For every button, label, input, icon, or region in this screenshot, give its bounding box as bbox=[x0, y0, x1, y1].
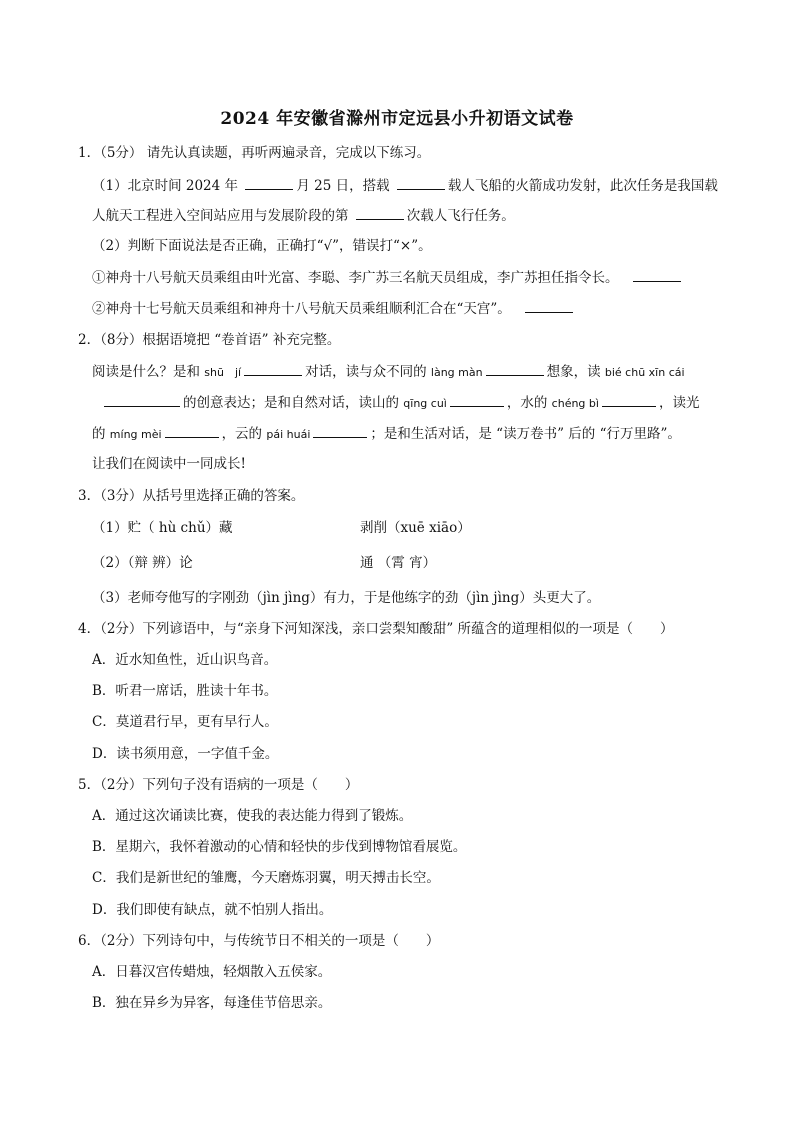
q2-text: ，云的 bbox=[221, 426, 267, 442]
pinyin: bié chū xīn cái bbox=[604, 366, 685, 379]
q5-option-d[interactable]: D．我们即使有缺点，就不怕别人指出。 bbox=[92, 902, 333, 918]
answer-blank[interactable] bbox=[450, 392, 504, 407]
q5-option-b[interactable]: B．星期六，我怀着激动的心情和轻快的步伐到博物馆看展览。 bbox=[92, 839, 467, 855]
q2-line2 bbox=[92, 392, 699, 414]
answer-blank[interactable] bbox=[486, 361, 544, 376]
q6-heading: 6．（2分）下列诗句中，与传统节日不相关的一项是（ ） bbox=[78, 933, 440, 949]
pinyin: pái huái bbox=[266, 428, 311, 441]
q2-text: 的 bbox=[92, 426, 110, 442]
q1-statement-1 bbox=[92, 267, 684, 288]
q1-text: 月 25 日，搭载 bbox=[296, 178, 394, 194]
q1-text: 载人飞船的火箭成功发射，此次任务是我国载 bbox=[447, 178, 718, 194]
q4-option-b[interactable]: B．听君一席话，胜读十年书。 bbox=[92, 683, 278, 699]
q1-text: 次载人飞行任务。 bbox=[406, 208, 515, 224]
q1-heading: 1．（5分） 请先认真读题，再听两遍录音，完成以下练习。 bbox=[78, 145, 431, 161]
answer-blank[interactable] bbox=[244, 361, 302, 376]
q5-heading: 5．（2分）下列句子没有语病的一项是（ ） bbox=[78, 777, 359, 793]
answer-blank[interactable] bbox=[104, 392, 180, 407]
statement-text: ①神舟十八号航天员乘组由叶光富、李聪、李广苏三名航天员组成，李广苏担任指令长。 bbox=[92, 270, 619, 286]
q1-part1-line1 bbox=[92, 175, 718, 196]
q6-option-b[interactable]: B．独在异乡为异客，每逢佳节倍思亲。 bbox=[92, 995, 332, 1011]
q1-text: （1）北京时间 2024 年 bbox=[92, 178, 243, 194]
answer-blank[interactable] bbox=[313, 423, 367, 438]
pinyin: míng mèi bbox=[109, 428, 162, 441]
q2-line3 bbox=[92, 423, 681, 445]
answer-blank[interactable] bbox=[165, 423, 219, 438]
answer-blank[interactable] bbox=[356, 205, 404, 220]
q4-option-a[interactable]: A．近水知鱼性，近山识鸟音。 bbox=[92, 652, 278, 668]
answer-blank[interactable] bbox=[397, 175, 445, 190]
q5-option-c[interactable]: C．我们是新世纪的雏鹰，今天磨炼羽翼，明天搏击长空。 bbox=[92, 870, 440, 886]
page-title: 2024 年安徽省滁州市定远县小升初语文试卷 bbox=[220, 109, 574, 129]
q6-option-a[interactable]: A．日暮汉宫传蜡烛，轻烟散入五侯家。 bbox=[92, 964, 332, 980]
q2-line4: 让我们在阅读中一同成长! bbox=[92, 456, 246, 472]
pinyin: làng màn bbox=[430, 366, 483, 379]
pinyin: shū jí bbox=[204, 366, 242, 379]
q5-option-a[interactable]: A．通过这次诵读比赛，使我的表达能力得到了锻炼。 bbox=[92, 808, 413, 824]
answer-blank[interactable] bbox=[525, 298, 573, 313]
q1-part1-line2 bbox=[92, 205, 515, 226]
q3-row3[interactable]: （3）老师夸他写的字刚劲（jìn jìng）有力，于是他练字的劲（jìn jìng）头更大了。 bbox=[92, 590, 601, 606]
q3-heading: 3．（3分）从括号里选择正确的答案。 bbox=[78, 488, 305, 504]
q3-row2-left[interactable]: （2）（辩 辨）论 bbox=[92, 555, 193, 571]
q2-text: 对话，读与众不同的 bbox=[305, 364, 431, 380]
q2-text: ，水的 bbox=[506, 395, 552, 411]
pinyin: chéng bì bbox=[551, 397, 599, 410]
q2-heading: 2．（8分）根据语境把 “卷首语” 补充完整。 bbox=[78, 332, 341, 348]
q4-heading: 4．（2分）下列谚语中，与“亲身下河知深浅，亲口尝梨知酸甜” 所蕴含的道理相似的一项是（ ） bbox=[78, 621, 674, 637]
answer-blank[interactable] bbox=[245, 175, 293, 190]
answer-blank[interactable] bbox=[602, 392, 656, 407]
q3-row1-right[interactable]: 剥削（xuē xiāo） bbox=[360, 520, 471, 536]
q2-text: 的创意表达；是和自然对话，读山的 bbox=[183, 395, 404, 411]
answer-blank[interactable] bbox=[633, 267, 681, 282]
q2-text: 想象，读 bbox=[546, 364, 605, 380]
statement-text: ②神舟十七号航天员乘组和神舟十八号航天员乘组顺利汇合在“天宫”。 bbox=[92, 301, 511, 317]
pinyin: qīng cuì bbox=[403, 397, 447, 410]
q1-statement-2 bbox=[92, 298, 576, 319]
q2-text: ；是和生活对话，是 “读万卷书” 后的 “行万里路”。 bbox=[370, 426, 681, 442]
q1-part2: （2）判断下面说法是否正确，正确打“√”，错误打“×”。 bbox=[92, 238, 432, 254]
q4-option-d[interactable]: D．读书须用意，一字值千金。 bbox=[92, 746, 279, 762]
q1-text: 人航天工程进入空间站应用与发展阶段的第 bbox=[92, 208, 353, 224]
q2-text: ，读光 bbox=[658, 395, 700, 411]
q2-line1 bbox=[92, 361, 685, 383]
q4-option-c[interactable]: C．莫道君行早，更有早行人。 bbox=[92, 714, 278, 730]
q3-row1-left[interactable]: （1）贮（ hù chǔ）藏 bbox=[92, 520, 233, 536]
q3-row2-right[interactable]: 通 （霄 宵） bbox=[360, 555, 437, 571]
q2-text: 阅读是什么？是和 bbox=[92, 364, 205, 380]
